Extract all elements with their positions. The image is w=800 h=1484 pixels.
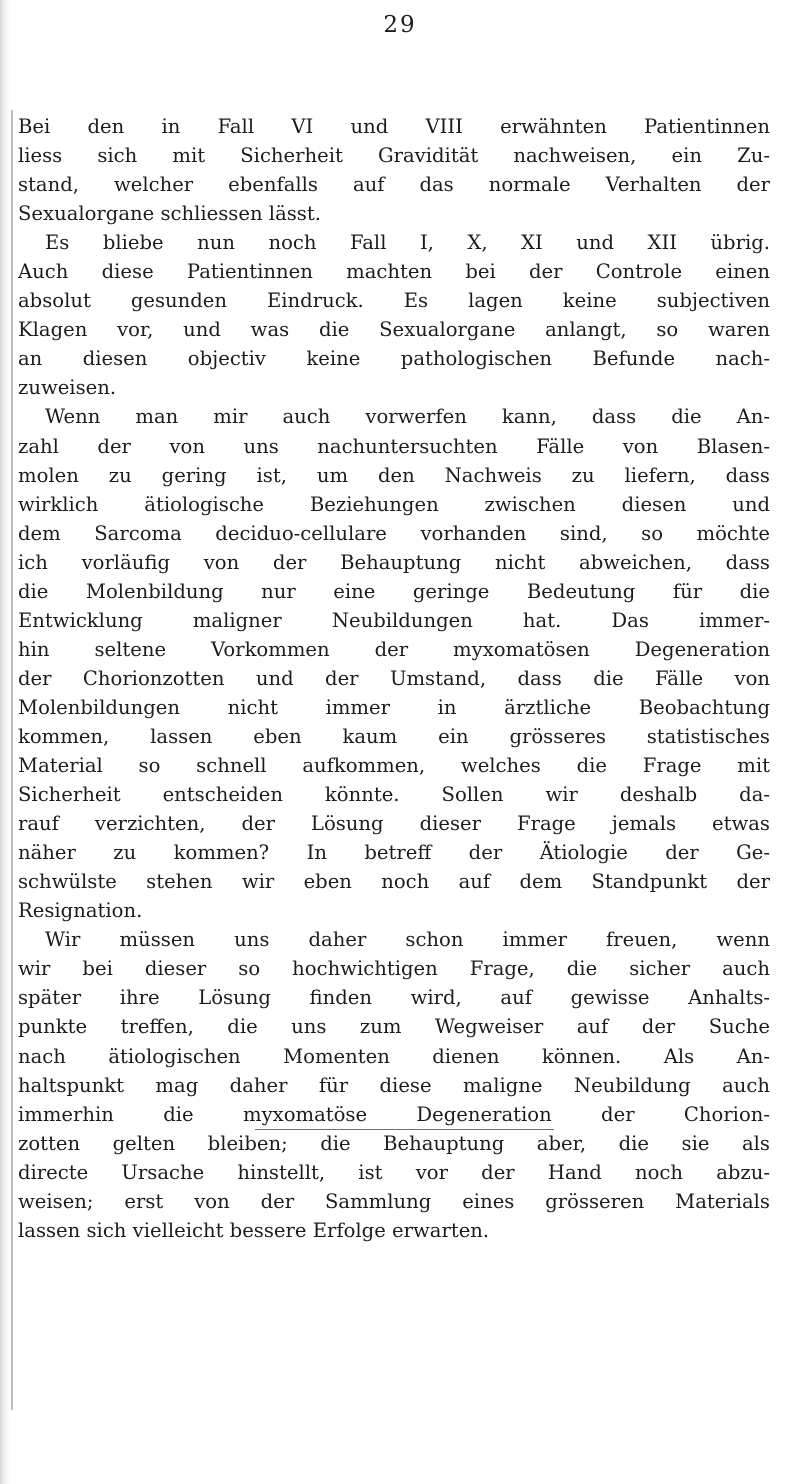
text-line: rauf verzichten, der Lösung dieser Frage jemals etwas	[18, 812, 770, 836]
text-line: stand, welcher ebenfalls auf das normale Verhalten der	[18, 173, 770, 197]
text-line: dem Sarcoma deciduo-cellulare vorhanden sind, so möchte	[18, 521, 770, 545]
text-line: Entwicklung maligner Neubildungen hat. Das immer-	[18, 608, 770, 632]
text-line: später ihre Lösung finden wird, auf gewisse Anhalts-	[18, 986, 770, 1010]
binding-edge-shadow	[0, 0, 10, 1484]
binding-line	[11, 110, 13, 1410]
text-line: immerhin die myxomatöse Degeneration der Chorion-	[18, 1102, 770, 1126]
text-line: wir bei dieser so hochwichtigen Frage, die sicher auch	[18, 957, 770, 981]
text-line: directe Ursache hinstellt, ist vor der Hand noch abzu-	[18, 1160, 770, 1184]
text-line: molen zu gering ist, um den Nachweis zu liefern, dass	[18, 463, 770, 487]
closing-rule	[255, 1129, 554, 1130]
text-line: nach ätiologischen Momenten dienen können. Als An-	[18, 1044, 770, 1068]
text-line: hin seltene Vorkommen der myxomatösen Degeneration	[18, 637, 770, 661]
text-line: Wenn man mir auch vorwerfen kann, dass die An-	[45, 405, 770, 429]
text-body	[18, 112, 770, 1245]
text-line: absolut gesunden Eindruck. Es lagen keine subjectiven	[18, 289, 770, 313]
text-line: Es bliebe nun noch Fall I, X, XI und XII übrig.	[45, 231, 770, 255]
text-line: Auch diese Patientinnen machten bei der Controle einen	[18, 260, 770, 284]
text-line: lassen sich vielleicht bessere Erfolge erwarten.	[18, 1218, 490, 1242]
paragraph-2	[18, 228, 770, 402]
page-number: 29	[383, 12, 417, 38]
text-line: Klagen vor, und was die Sexualorgane anlangt, so waren	[18, 318, 770, 342]
text-line: Sexualorgane schliessen lässt.	[18, 202, 321, 226]
text-line: haltspunkt mag daher für diese maligne Neubildung auch	[18, 1073, 770, 1097]
text-line: schwülste stehen wir eben noch auf dem Standpunkt der	[18, 870, 770, 894]
text-line: Wir müssen uns daher schon immer freuen, wenn	[45, 928, 770, 952]
text-line: weisen; erst von der Sammlung eines grösseren Materials	[18, 1189, 770, 1213]
text-line: Material so schnell aufkommen, welches die Frage mit	[18, 754, 770, 778]
text-line: Molenbildungen nicht immer in ärztliche Beobachtung	[18, 695, 770, 719]
text-line: punkte treffen, die uns zum Wegweiser auf der Suche	[18, 1015, 770, 1039]
text-line: an diesen objectiv keine pathologischen Befunde nach-	[18, 347, 770, 371]
text-line: der Chorionzotten und der Umstand, dass die Fälle von	[18, 666, 770, 690]
text-line: zahl der von uns nachuntersuchten Fälle von Blasen-	[18, 434, 770, 458]
text-line: Sicherheit entscheiden könnte. Sollen wir deshalb da-	[18, 783, 770, 807]
paragraph-4	[18, 925, 770, 1245]
text-line: ich vorläufig von der Behauptung nicht abweichen, dass	[18, 550, 770, 574]
text-line: Bei den in Fall VI und VIII erwähnten Patientinnen	[18, 115, 770, 138]
text-line: wirklich ätiologische Beziehungen zwischen diesen und	[18, 492, 770, 516]
text-line: Resignation.	[18, 899, 143, 923]
paragraph-1	[18, 112, 770, 228]
text-line: kommen, lassen eben kaum ein grösseres statistisches	[18, 724, 770, 748]
text-line: näher zu kommen? In betreff der Ätiologie der Ge-	[18, 841, 770, 865]
text-line: die Molenbildung nur eine geringe Bedeutung für die	[18, 579, 770, 603]
text-line: zuweisen.	[18, 376, 117, 400]
text-line: liess sich mit Sicherheit Gravidität nachweisen, ein Zu-	[18, 144, 770, 168]
paragraph-3	[18, 402, 770, 925]
text-line: zotten gelten bleiben; die Behauptung aber, die sie als	[18, 1131, 770, 1155]
